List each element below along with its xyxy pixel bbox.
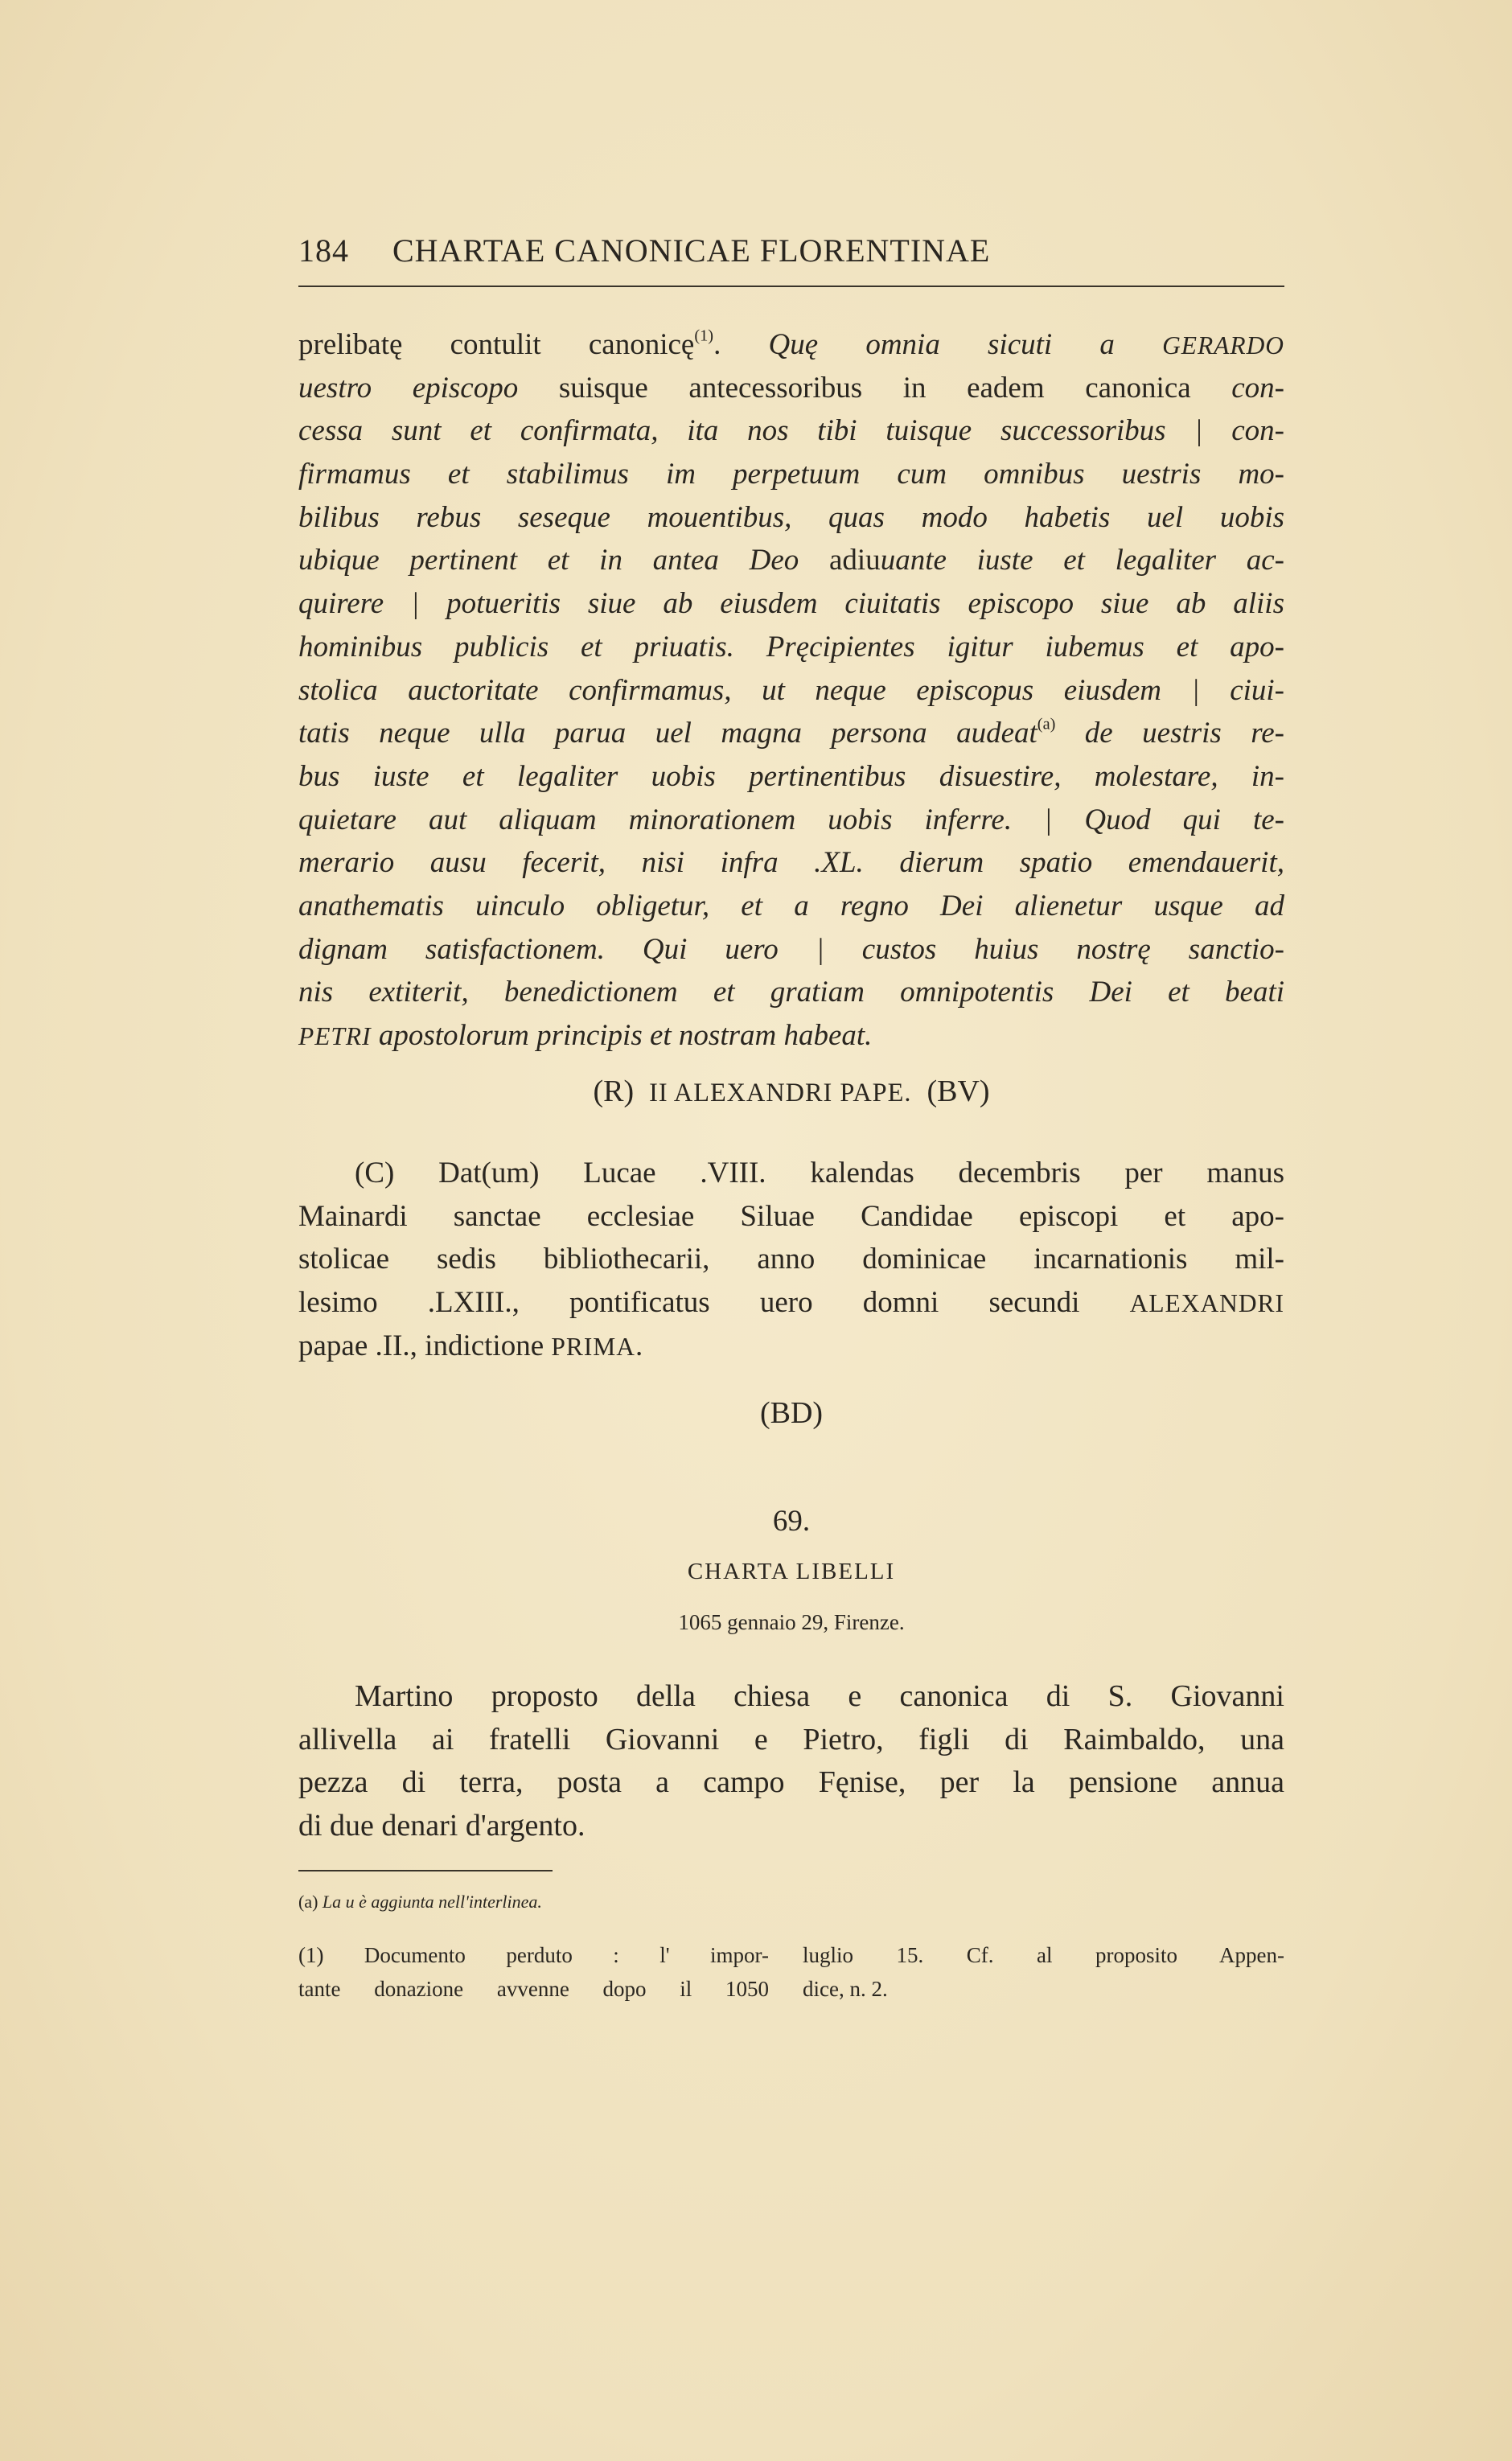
text-line	[298, 1325, 1284, 1368]
text-line	[298, 712, 1284, 755]
text-segment: bilibus rebus seseque mouentibus, quas modo habetis uel uobis	[298, 500, 1284, 534]
pope-name: II ALEXANDRI PAPE.	[649, 1078, 912, 1107]
footnote-rule	[298, 1870, 553, 1871]
charter-date: 1065 gennaio 29, Firenze.	[678, 1610, 905, 1634]
text-segment: Mainardi sanctae ecclesiae Siluae Candidae episcopi et apo-	[298, 1199, 1284, 1233]
text-segment: quirere | potueritis siue ab eiusdem ciuitatis episcopo siue ab aliis	[298, 587, 1284, 621]
text-line	[298, 669, 1284, 713]
text-segment: lesimo .LXIII., pontificatus uero domni secundi	[298, 1286, 1130, 1320]
text-segment: papae .II., indictione	[298, 1329, 552, 1362]
text-line	[298, 971, 1284, 1014]
footnote-line: tante donazione avvenne dopo il 1050	[298, 1977, 769, 2001]
text-segment: Quę omnia sicuti a	[768, 328, 1163, 361]
text-segment: PRIMA	[551, 1332, 635, 1361]
text-line	[298, 841, 1284, 885]
text-segment: cessa sunt et confirmata, ita nos tibi tuisque successoribus | con-	[298, 414, 1284, 448]
text-segment: apostolorum principis et nostram habeat.	[371, 1019, 873, 1052]
text-line	[298, 1195, 1284, 1239]
datum-text	[298, 1152, 1284, 1367]
text-segment: ubique pertinent et in antea Deo	[298, 544, 829, 577]
text-line	[298, 582, 1284, 626]
text-line	[298, 1238, 1284, 1281]
text-line	[298, 409, 1284, 453]
footnote-line: (1) Documento perduto : l' impor-	[298, 1943, 769, 1967]
page-number: 184	[298, 232, 349, 269]
text-segment: merario ausu fecerit, nisi infra .XL. dierum spatio emendauerit,	[298, 846, 1284, 880]
text-line	[298, 539, 1284, 582]
text-segment: dignam satisfactionem. Qui uero | custos huius nostrę sanctio-	[298, 932, 1284, 966]
text-line	[298, 1014, 1284, 1058]
header-rule	[298, 286, 1284, 287]
text-segment: GERARDO	[1162, 331, 1284, 359]
running-header	[298, 232, 1284, 269]
text-segment: suisque antecessoribus in eadem canonica	[558, 371, 1232, 405]
text-line	[298, 1281, 1284, 1325]
text-segment: anathematis uinculo obligetur, et a regno Dei alienetur usque ad	[298, 889, 1284, 922]
footnote-line: dice, n. 2.	[803, 1977, 888, 2001]
signature-line	[298, 1074, 1284, 1109]
text-line	[298, 453, 1284, 496]
text-segment: adiu	[828, 544, 881, 577]
text-line	[298, 323, 1284, 367]
bd-mark: (BD)	[759, 1396, 824, 1430]
text-segment: tatis neque ulla parua uel magna persona audeat	[298, 717, 1037, 750]
text-segment: uante iuste et legaliter ac-	[880, 544, 1284, 577]
running-title: CHARTAE CANONICAE FLORENTINAE	[392, 232, 991, 269]
text-segment: quietare aut aliquam minorationem uobis inferre. | Quod qui te-	[298, 803, 1284, 836]
regest	[298, 1675, 1284, 1848]
text-segment: bus iuste et legaliter uobis pertinentibus disuestire, molestare, in-	[298, 759, 1284, 793]
text-line	[298, 885, 1284, 928]
text-segment: hominibus publicis et priuatis. Pręcipientes igitur iubemus et apo-	[298, 630, 1284, 664]
text-segment: (a)	[1037, 715, 1056, 733]
footnote-text: La u è aggiunta nell'interlinea.	[322, 1892, 542, 1912]
text-segment: PETRI	[298, 1022, 372, 1050]
regest-line: allivella ai fratelli Giovanni e Pietro, figli di Raimbaldo, una	[298, 1722, 1284, 1756]
text-line	[298, 367, 1284, 410]
text-segment: (C) Dat(um) Lucae .VIII. kalendas decembris per manus	[355, 1157, 1284, 1189]
text-segment: ALEXANDRI	[1129, 1289, 1284, 1318]
text-segment: (1)	[694, 327, 714, 345]
text-line	[298, 799, 1284, 842]
footnote-mark: (a)	[298, 1892, 318, 1912]
regest-line: Martino proposto della chiesa e canonica di S. Giovanni	[355, 1679, 1284, 1713]
text-segment: .	[635, 1329, 643, 1362]
regest-line: di due denari d'argento.	[298, 1809, 585, 1843]
text-segment: stolicae sedis bibliothecarii, anno dominicae incarnationis mil-	[298, 1243, 1284, 1276]
charter-text	[298, 323, 1284, 1058]
text-line	[298, 496, 1284, 540]
footnote-line: luglio 15. Cf. al proposito Appen-	[803, 1943, 1284, 1967]
text-segment: stolica auctoritate confirmamus, ut neque episcopus eiusdem | ciui-	[298, 673, 1284, 707]
text-line	[298, 755, 1284, 799]
text-segment: firmamus et stabilimus im perpetuum cum omnibus uestris mo-	[298, 458, 1284, 491]
text-line	[298, 928, 1284, 972]
bene-valete-mark: (BV)	[927, 1074, 990, 1108]
text-segment: uestro episcopo	[298, 371, 559, 405]
footnote-a	[298, 1892, 1284, 1913]
text-segment: nis extiterit, benedictionem et gratiam omnipotentis Dei et beati	[298, 976, 1284, 1009]
text-segment: de uestris re-	[1055, 717, 1285, 750]
charter-title: CHARTA LIBELLI	[687, 1559, 896, 1584]
text-segment: .	[713, 328, 769, 361]
rota-mark: (R)	[593, 1074, 635, 1108]
text-line	[298, 1152, 1284, 1195]
charter-number: 69.	[772, 1505, 811, 1538]
text-segment: con-	[1231, 371, 1284, 405]
text-line	[298, 626, 1284, 669]
text-segment: prelibatę contulit canonicę	[298, 328, 695, 361]
regest-line: pezza di terra, posta a campo Fęnise, per la pensione annua	[298, 1765, 1284, 1800]
